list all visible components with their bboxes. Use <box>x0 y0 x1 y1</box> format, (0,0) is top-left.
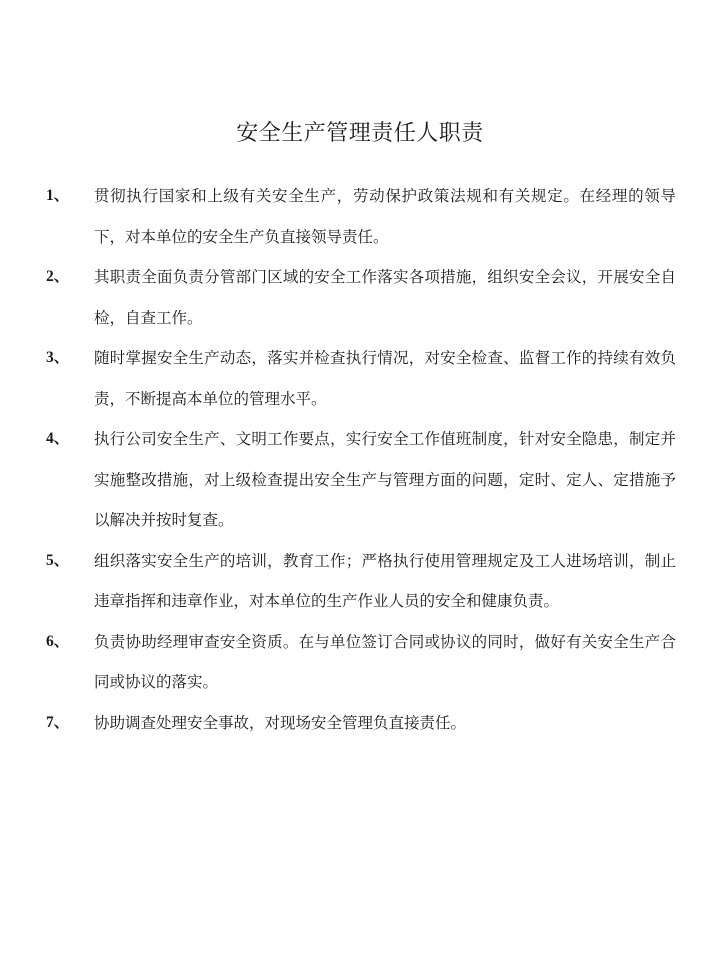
item-text: 随时掌握安全生产动态，落实并检查执行情况，对安全检查、监督工作的持续有效负责，不断提高本单位的管理水平。 <box>94 349 676 408</box>
item-number: 7、 <box>46 713 70 731</box>
list-item <box>46 703 676 744</box>
item-text: 协助调查处理安全事故，对现场安全管理负直接责任。 <box>94 713 467 732</box>
item-number: 5、 <box>46 551 70 569</box>
duty-list <box>46 176 676 743</box>
item-number: 4、 <box>46 430 70 447</box>
item-number: 1、 <box>46 187 70 204</box>
list-item <box>46 622 676 703</box>
document-title: 安全生产管理责任人职责 <box>236 121 484 146</box>
list-item <box>46 257 676 338</box>
item-number: 6、 <box>46 632 70 650</box>
item-text: 负责协助经理审查安全资质。在与单位签订合同或协议的同时，做好有关安全生产合同或协议的落实。 <box>94 632 676 691</box>
list-item <box>46 338 676 419</box>
item-text: 其职责全面负责分管部门区域的安全工作落实各项措施，组织安全会议，开展安全自检，自查工作。 <box>94 268 676 327</box>
list-item <box>46 419 676 541</box>
item-text: 组织落实安全生产的培训，教育工作；严格执行使用管理规定及工人进场培训，制止违章指挥和违章作业，对本单位的生产作业人员的安全和健康负责。 <box>94 551 676 610</box>
item-number: 2、 <box>46 268 70 285</box>
list-item <box>46 176 676 257</box>
item-text: 贯彻执行国家和上级有关安全生产，劳动保护政策法规和有关规定。在经理的领导下，对本单位的安全生产负直接领导责任。 <box>94 187 676 246</box>
item-number: 3、 <box>46 349 70 366</box>
list-item <box>46 541 676 622</box>
item-text: 执行公司安全生产、文明工作要点，实行安全工作值班制度，针对安全隐患，制定并实施整改措施，对上级检查提出安全生产与管理方面的问题，定时、定人、定措施予以解决并按时复查。 <box>94 430 676 529</box>
